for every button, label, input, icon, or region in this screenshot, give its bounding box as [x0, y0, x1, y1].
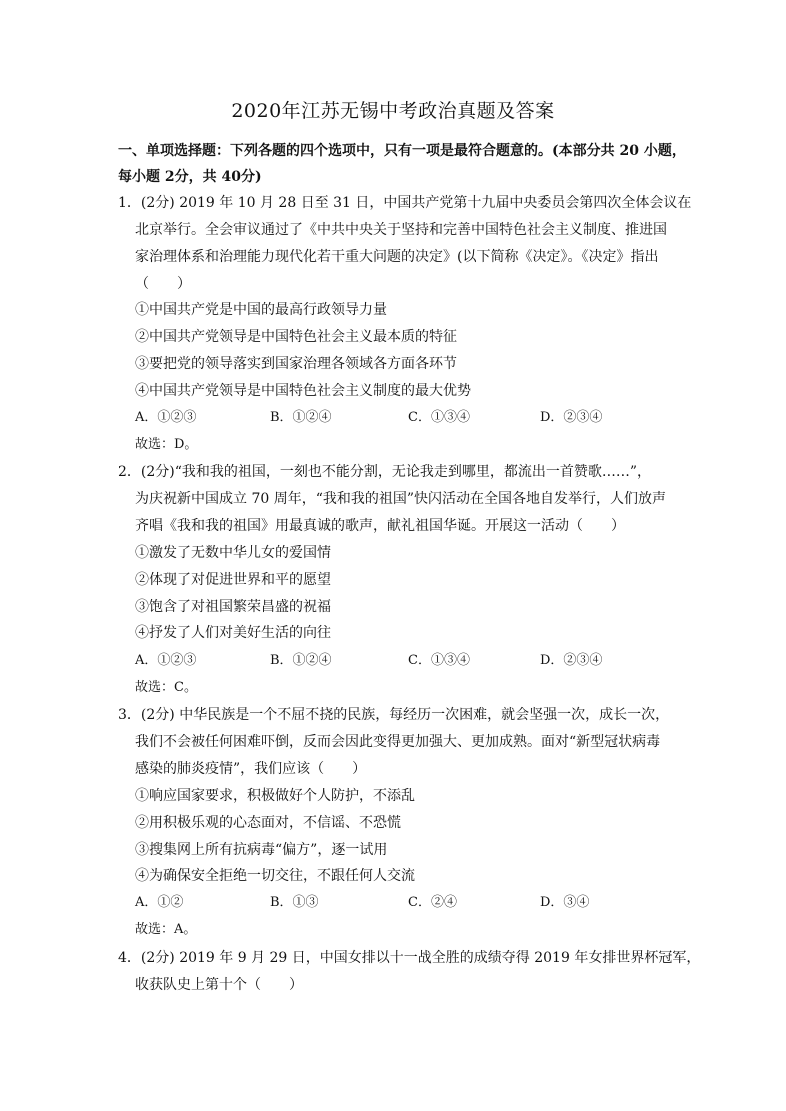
- q1-option-c: C．①③④: [408, 410, 470, 425]
- q3-statement-2: ②用积极乐观的心态面对，不信谣、不恐慌: [135, 815, 401, 831]
- q1-option-d: D．②③④: [540, 410, 603, 425]
- section-heading-line-2: 每小题 2分，共 40分): [118, 169, 262, 185]
- q1-option-a: A．①②③: [135, 410, 197, 425]
- q1-stem-line-2: 北京举行。全会审议通过了《中共中央关于坚持和完善中国特色社会主义制度、推进国: [135, 222, 667, 238]
- q1-answer: 故选：D。: [135, 437, 198, 452]
- q3-option-c: C．②④: [408, 895, 457, 910]
- q3-stem-line-3: 感染的肺炎疫情”，我们应该（ ）: [135, 761, 367, 777]
- q4-stem-line-2: 收获队史上第十个（ ）: [135, 977, 303, 993]
- q1-statement-1: ①中国共产党是中国的最高行政领导力量: [135, 302, 387, 318]
- q2-stem-line-2: 为庆祝新中国成立 70 周年，“我和我的祖国”快闪活动在全国各地自发举行，人们放声: [135, 491, 667, 507]
- q2-option-b: B．①②④: [270, 653, 332, 668]
- q1-stem-line-3: 家治理体系和治理能力现代化若干重大问题的决定》(以下简称《决定》。《决定》指出: [135, 249, 659, 265]
- q3-stem-line-2: 我们不会被任何困难吓倒，反而会因此变得更加强大、更加成熟。面对“新型冠状病毒: [135, 734, 661, 750]
- page-title: 2020年江苏无锡中考政治真题及答案: [231, 100, 555, 122]
- q3-statement-1: ①响应国家要求，积极做好个人防护，不添乱: [135, 788, 415, 804]
- q1-stem-line-1: 1．(2分) 2019 年 10 月 28 日至 31 日，中国共产党第十九届中央委员会第四次全体会议在: [118, 195, 692, 211]
- q2-option-a: A．①②③: [135, 653, 197, 668]
- q1-option-b: B．①②④: [270, 410, 332, 425]
- q2-statement-3: ③饱含了对祖国繁荣昌盛的祝福: [135, 599, 331, 615]
- q2-option-d: D．②③④: [540, 653, 603, 668]
- q1-stem-line-4: （ ）: [135, 276, 191, 292]
- q4-stem-line-1: 4．(2分) 2019 年 9 月 29 日，中国女排以十一战全胜的成绩夺得 2019 年女排世界杯冠军，: [118, 950, 701, 966]
- q2-statement-1: ①激发了无数中华儿女的爱国情: [135, 545, 331, 561]
- section-heading-line-1: 一、单项选择题：下列各题的四个选项中，只有一项是最符合题意的。(本部分共 20 小题，: [118, 143, 686, 159]
- q2-statement-2: ②体现了对促进世界和平的愿望: [135, 572, 331, 588]
- q1-statement-4: ④中国共产党领导是中国特色社会主义制度的最大优势: [135, 383, 471, 399]
- q2-statement-4: ④抒发了人们对美好生活的向往: [135, 625, 331, 641]
- q2-stem-line-1: 2．(2分)“我和我的祖国，一刻也不能分割，无论我走到哪里，都流出一首赞歌……”，: [118, 464, 652, 480]
- q2-option-c: C．①③④: [408, 653, 470, 668]
- q3-option-d: D．③④: [540, 895, 590, 910]
- q3-statement-3: ③搜集网上所有抗病毒“偏方”，逐一试用: [135, 842, 388, 858]
- q3-option-b: B．①③: [270, 895, 319, 910]
- q1-statement-2: ②中国共产党领导是中国特色社会主义最本质的特征: [135, 329, 457, 345]
- q3-option-a: A．①②: [135, 895, 184, 910]
- q3-stem-line-1: 3．(2分) 中华民族是一个不屈不挠的民族，每经历一次困难，就会坚强一次，成长一次，: [118, 707, 670, 723]
- q3-answer: 故选：A。: [135, 922, 197, 937]
- q1-statement-3: ③要把党的领导落实到国家治理各领域各方面各环节: [135, 356, 457, 372]
- q3-statement-4: ④为确保安全拒绝一切交往，不跟任何人交流: [135, 868, 415, 884]
- q2-answer: 故选：C。: [135, 680, 197, 695]
- q2-stem-line-3: 齐唱《我和我的祖国》用最真诚的歌声，献礼祖国华诞。开展这一活动（ ）: [135, 518, 625, 534]
